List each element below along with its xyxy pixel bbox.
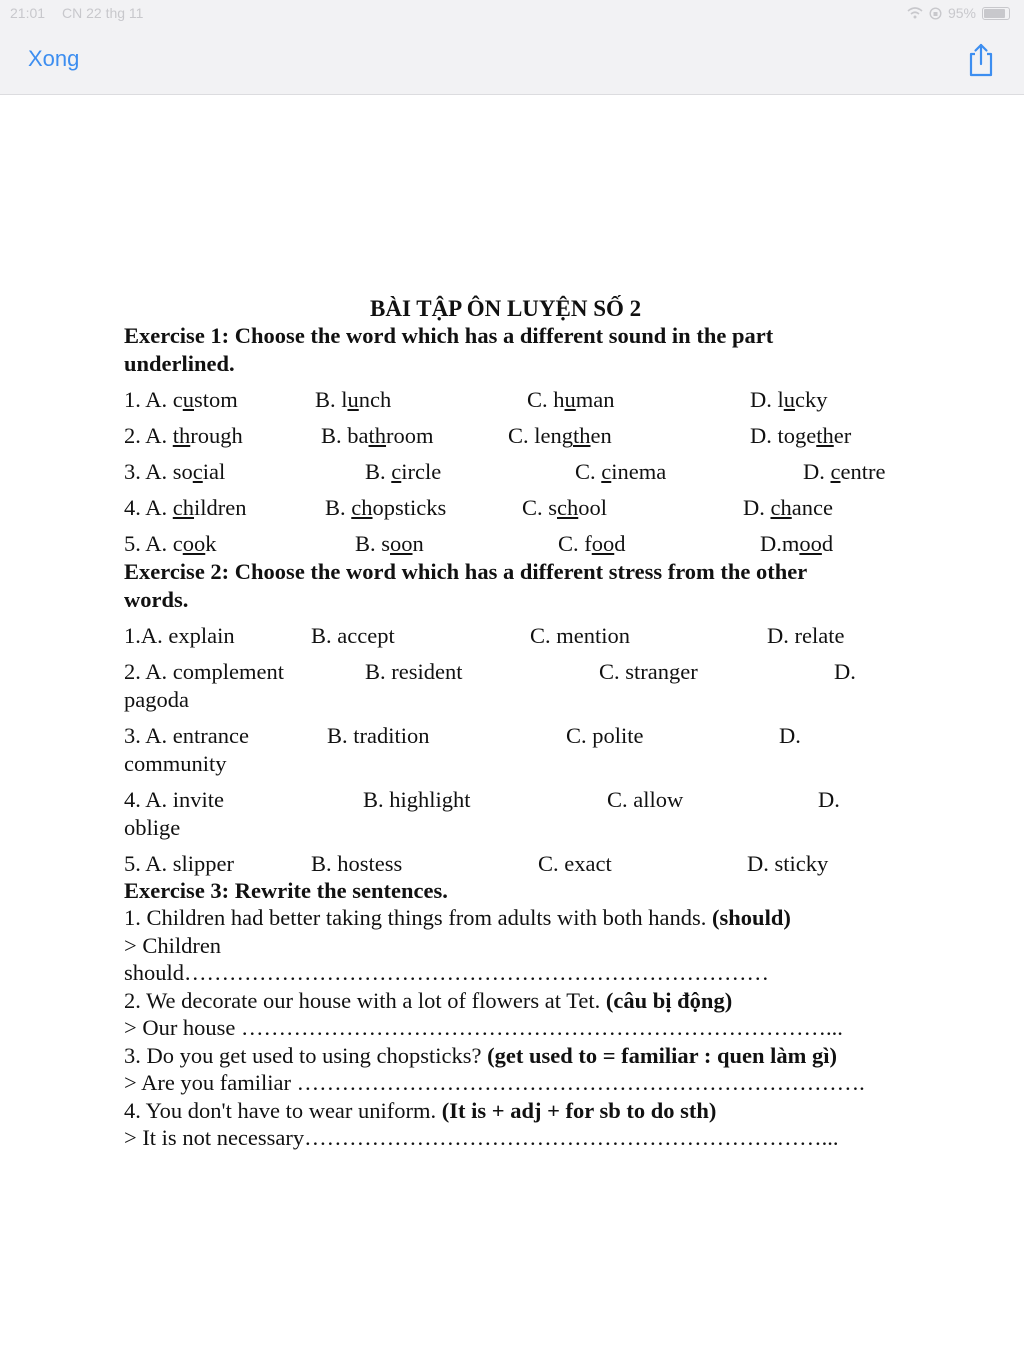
ex2-q2-option-b: B. resident [365, 659, 463, 684]
ex2-q5-option-a: 5. A. slipper [124, 851, 234, 876]
ex2-q4-option-d-text: oblige [124, 815, 181, 840]
exercise-1-heading-cont: underlined. [124, 351, 235, 376]
ex2-q2-option-a: 2. A. complement [124, 659, 284, 684]
ex1-q3-option-c: C. cinema [575, 459, 667, 484]
ex2-q1-option-b: B. accept [311, 623, 395, 648]
ex2-q5-option-b: B. hostess [311, 851, 403, 876]
ex2-q4-option-c: C. allow [607, 787, 684, 812]
document-page[interactable] [0, 95, 1024, 1365]
ex1-q4-option-c: C. school [522, 495, 608, 520]
status-indicators [907, 5, 1010, 21]
ex3-q3: 3. Do you get used to using chopsticks? (get used to = familiar : quen làm gì) [124, 1043, 837, 1068]
ex1-q2-option-d: D. together [750, 423, 852, 448]
share-icon[interactable] [966, 42, 996, 78]
ex1-q1-option-a: 1. A. custom [124, 387, 238, 412]
ex1-q5-option-c: C. food [558, 531, 626, 556]
ex1-q4-option-a: 4. A. children [124, 495, 247, 520]
ex3-q2: 2. We decorate our house with a lot of flowers at Tet. (câu bị động) [124, 988, 733, 1013]
ex2-q2-option-d: D. [834, 659, 856, 684]
exercise-2-heading-cont: words. [124, 587, 189, 612]
ex2-q3-option-d: D. [779, 723, 801, 748]
ex3-q2-answer: > Our house ……………………………………………………………………... [124, 1015, 843, 1040]
status-time: 21:01 [10, 5, 46, 21]
ex1-q1-option-c: C. human [527, 387, 615, 412]
ex2-q2-option-c: C. stranger [599, 659, 698, 684]
status-bar [0, 0, 1024, 28]
ex3-q1-answer-cont: should…………………………………………………………………… [124, 960, 770, 985]
ex1-q1-option-d: D. lucky [750, 387, 828, 412]
ex1-q3-option-b: B. circle [365, 459, 442, 484]
ex3-q1: 1. Children had better taking things from adults with both hands. (should) [124, 905, 791, 930]
exercise-1-heading: Exercise 1: Choose the word which has a different sound in the part [124, 323, 774, 348]
ex2-q1-option-d: D. relate [767, 623, 845, 648]
ex1-q4-option-d: D. chance [743, 495, 833, 520]
ex1-q5-option-b: B. soon [355, 531, 424, 556]
wifi-icon [907, 7, 923, 19]
ex1-q5-option-a: 5. A. cook [124, 531, 217, 556]
ex2-q3-option-d-text: community [124, 751, 227, 776]
ex1-q5-option-d: D.mood [760, 531, 834, 556]
ex3-q4-answer: > It is not necessary……………………………………………………………... [124, 1125, 839, 1150]
ex1-q4-option-b: B. chopsticks [325, 495, 447, 520]
ex1-q3-option-a: 3. A. social [124, 459, 226, 484]
status-date: CN 22 thg 11 [62, 5, 144, 21]
ex1-q2-option-c: C. lengthen [508, 423, 612, 448]
ex1-q1-option-b: B. lunch [315, 387, 392, 412]
ex2-q4-option-b: B. highlight [363, 787, 471, 812]
ex3-q4: 4. You don't have to wear uniform. (It is + adj + for sb to do sth) [124, 1098, 717, 1123]
ex2-q4-option-a: 4. A. invite [124, 787, 224, 812]
ex2-q3-option-c: C. polite [566, 723, 644, 748]
ex1-q2-option-a: 2. A. through [124, 423, 243, 448]
ex3-q1-answer: > Children [124, 933, 222, 958]
ex3-q3-answer: > Are you familiar …………………………………………………………………. [124, 1070, 865, 1095]
exercise-3-heading: Exercise 3: Rewrite the sentences. [124, 878, 448, 903]
ex2-q2-option-d-text: pagoda [124, 687, 189, 712]
document-title: BÀI TẬP ÔN LUYỆN SỐ 2 [370, 296, 642, 321]
ex2-q5-option-d: D. sticky [747, 851, 829, 876]
battery-icon [982, 7, 1010, 20]
ex1-q3-option-d: D. centre [803, 459, 886, 484]
ex2-q5-option-c: C. exact [538, 851, 612, 876]
ex2-q4-option-d: D. [818, 787, 840, 812]
ex1-q2-option-b: B. bathroom [321, 423, 434, 448]
ex2-q3-option-b: B. tradition [327, 723, 430, 748]
ex2-q1-option-a: 1.A. explain [124, 623, 235, 648]
ex2-q1-option-c: C. mention [530, 623, 630, 648]
viewer-toolbar [0, 28, 1024, 95]
battery-percent: 95% [947, 5, 976, 21]
ex2-q3-option-a: 3. A. entrance [124, 723, 249, 748]
orientation-lock-icon [929, 7, 942, 20]
exercise-2-heading: Exercise 2: Choose the word which has a different stress from the other [124, 559, 808, 584]
done-button[interactable]: Xong [28, 46, 80, 71]
